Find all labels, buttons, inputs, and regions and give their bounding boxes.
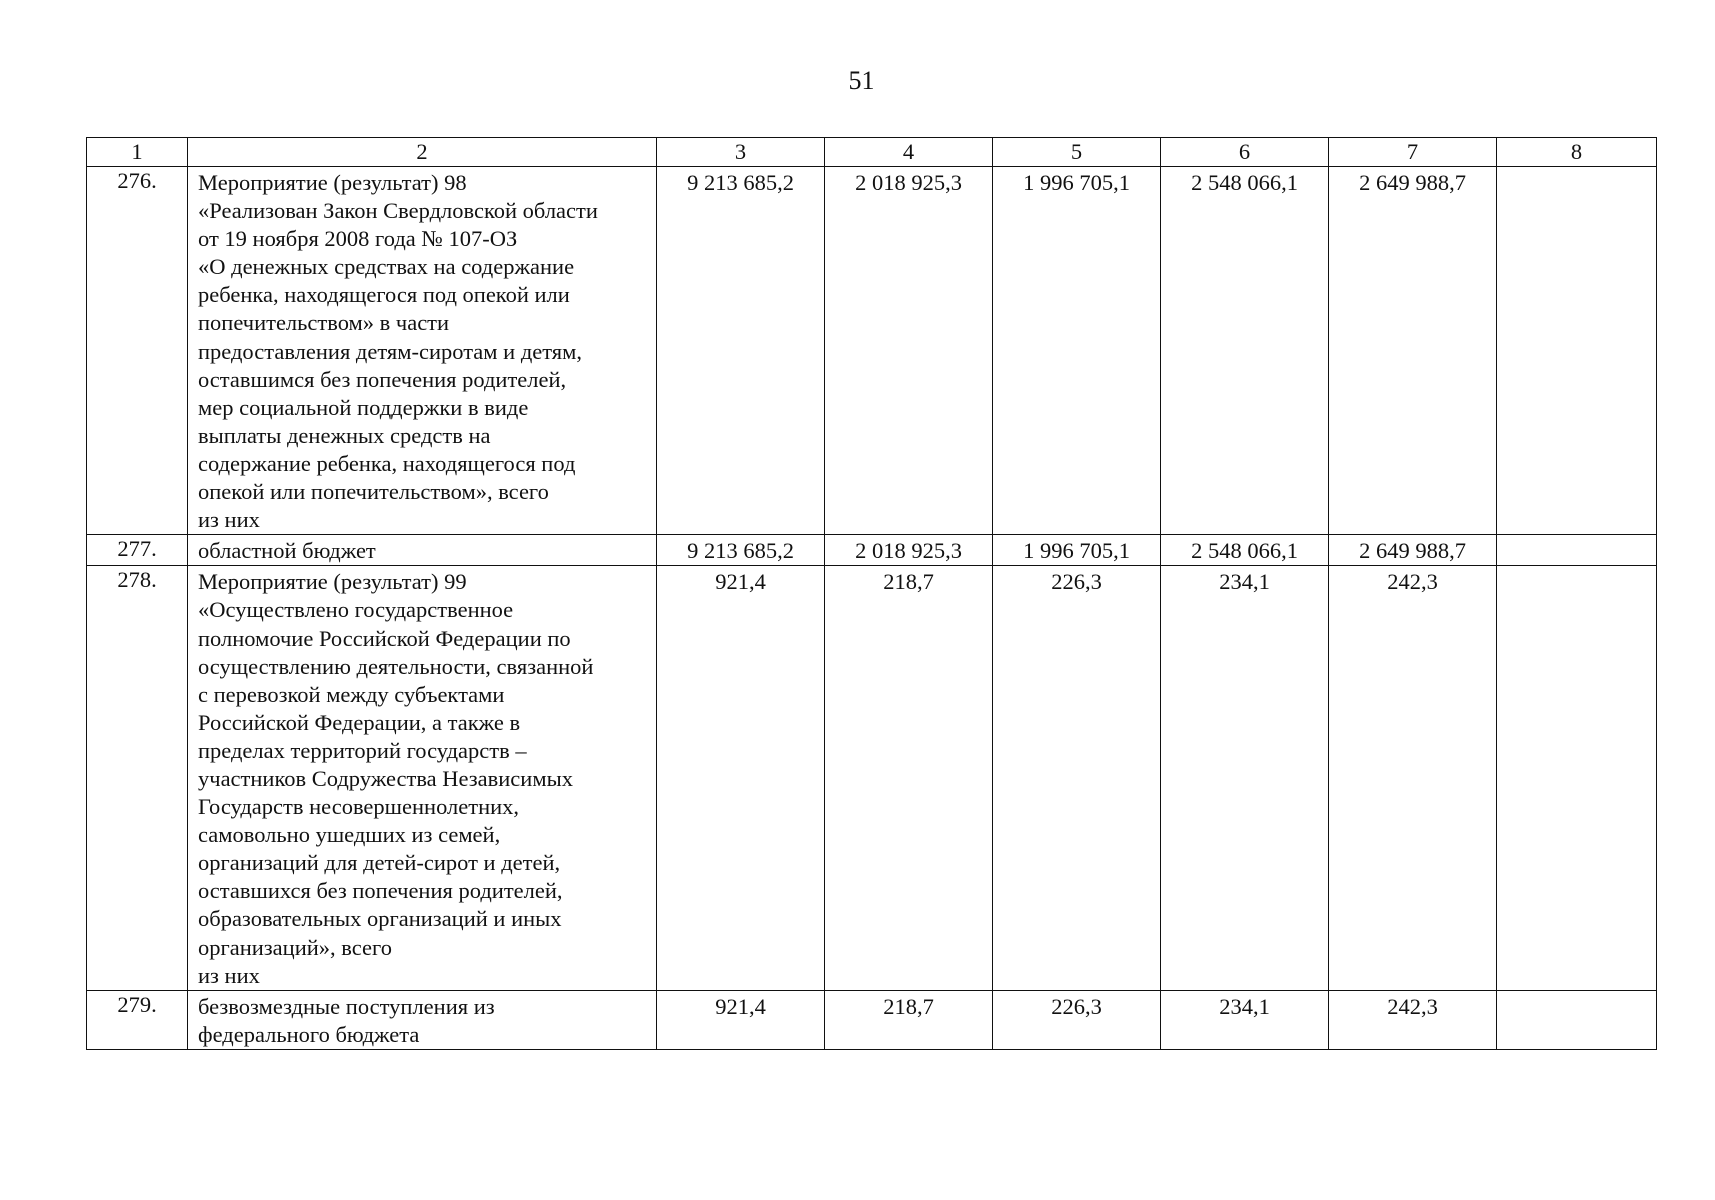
value-col-8 (1497, 566, 1657, 990)
table-row (87, 535, 1657, 566)
value-col-7: 2 649 988,7 (1329, 535, 1497, 566)
row-description: областной бюджет (188, 535, 657, 566)
column-header-2: 2 (188, 138, 657, 167)
value-col-7: 242,3 (1329, 566, 1497, 990)
value-col-7: 242,3 (1329, 990, 1497, 1049)
value-col-6: 234,1 (1161, 566, 1329, 990)
value-col-8 (1497, 167, 1657, 535)
value-col-5: 1 996 705,1 (993, 535, 1161, 566)
row-description: безвозмездные поступления из федерального бюджета (188, 990, 657, 1049)
value-col-4: 2 018 925,3 (825, 535, 993, 566)
value-col-5: 1 996 705,1 (993, 167, 1161, 535)
column-header-7: 7 (1329, 138, 1497, 167)
row-description: Мероприятие (результат) 99 «Осуществлено государственное полномочие Российской Федерации по осуществлению деятельности, связанной с перевозкой между субъектами Российской Федерации, а также в пределах территорий государств – участников Содружества Независимых Государств несовершеннолетних, самовольно ушедших из семей, организаций для детей-сирот и детей, оставшихся без попечения родителей, образовательных организаций и иных организаций», всего из них (188, 566, 657, 990)
value-col-6: 2 548 066,1 (1161, 535, 1329, 566)
page-number: 51 (848, 66, 875, 95)
column-header-5: 5 (993, 138, 1161, 167)
row-number: 277. (87, 535, 188, 566)
value-col-7: 2 649 988,7 (1329, 167, 1497, 535)
table-row (87, 990, 1657, 1049)
value-col-3: 921,4 (657, 990, 825, 1049)
row-number: 276. (87, 167, 188, 535)
row-number: 278. (87, 566, 188, 990)
table-row (87, 167, 1657, 535)
value-col-3: 9 213 685,2 (657, 167, 825, 535)
table-header-row (87, 138, 1657, 167)
table-row (87, 566, 1657, 990)
budget-table (86, 137, 1657, 1050)
value-col-8 (1497, 535, 1657, 566)
row-number: 279. (87, 990, 188, 1049)
column-header-6: 6 (1161, 138, 1329, 167)
value-col-5: 226,3 (993, 566, 1161, 990)
value-col-4: 218,7 (825, 990, 993, 1049)
value-col-6: 234,1 (1161, 990, 1329, 1049)
column-header-8: 8 (1497, 138, 1657, 167)
column-header-3: 3 (657, 138, 825, 167)
value-col-6: 2 548 066,1 (1161, 167, 1329, 535)
value-col-4: 2 018 925,3 (825, 167, 993, 535)
value-col-3: 921,4 (657, 566, 825, 990)
column-header-1: 1 (87, 138, 188, 167)
value-col-5: 226,3 (993, 990, 1161, 1049)
value-col-3: 9 213 685,2 (657, 535, 825, 566)
value-col-4: 218,7 (825, 566, 993, 990)
column-header-4: 4 (825, 138, 993, 167)
row-description: Мероприятие (результат) 98 «Реализован Закон Свердловской области от 19 ноября 2008 года № 107-ОЗ «О денежных средствах на содержание ребенка, находящегося под опекой или попечительством» в части предоставления детям-сиротам и детям, оставшимся без попечения родителей, мер социальной поддержки в виде выплаты денежных средств на содержание ребенка, находящегося под опекой или попечительством», всего из них (188, 167, 657, 535)
value-col-8 (1497, 990, 1657, 1049)
